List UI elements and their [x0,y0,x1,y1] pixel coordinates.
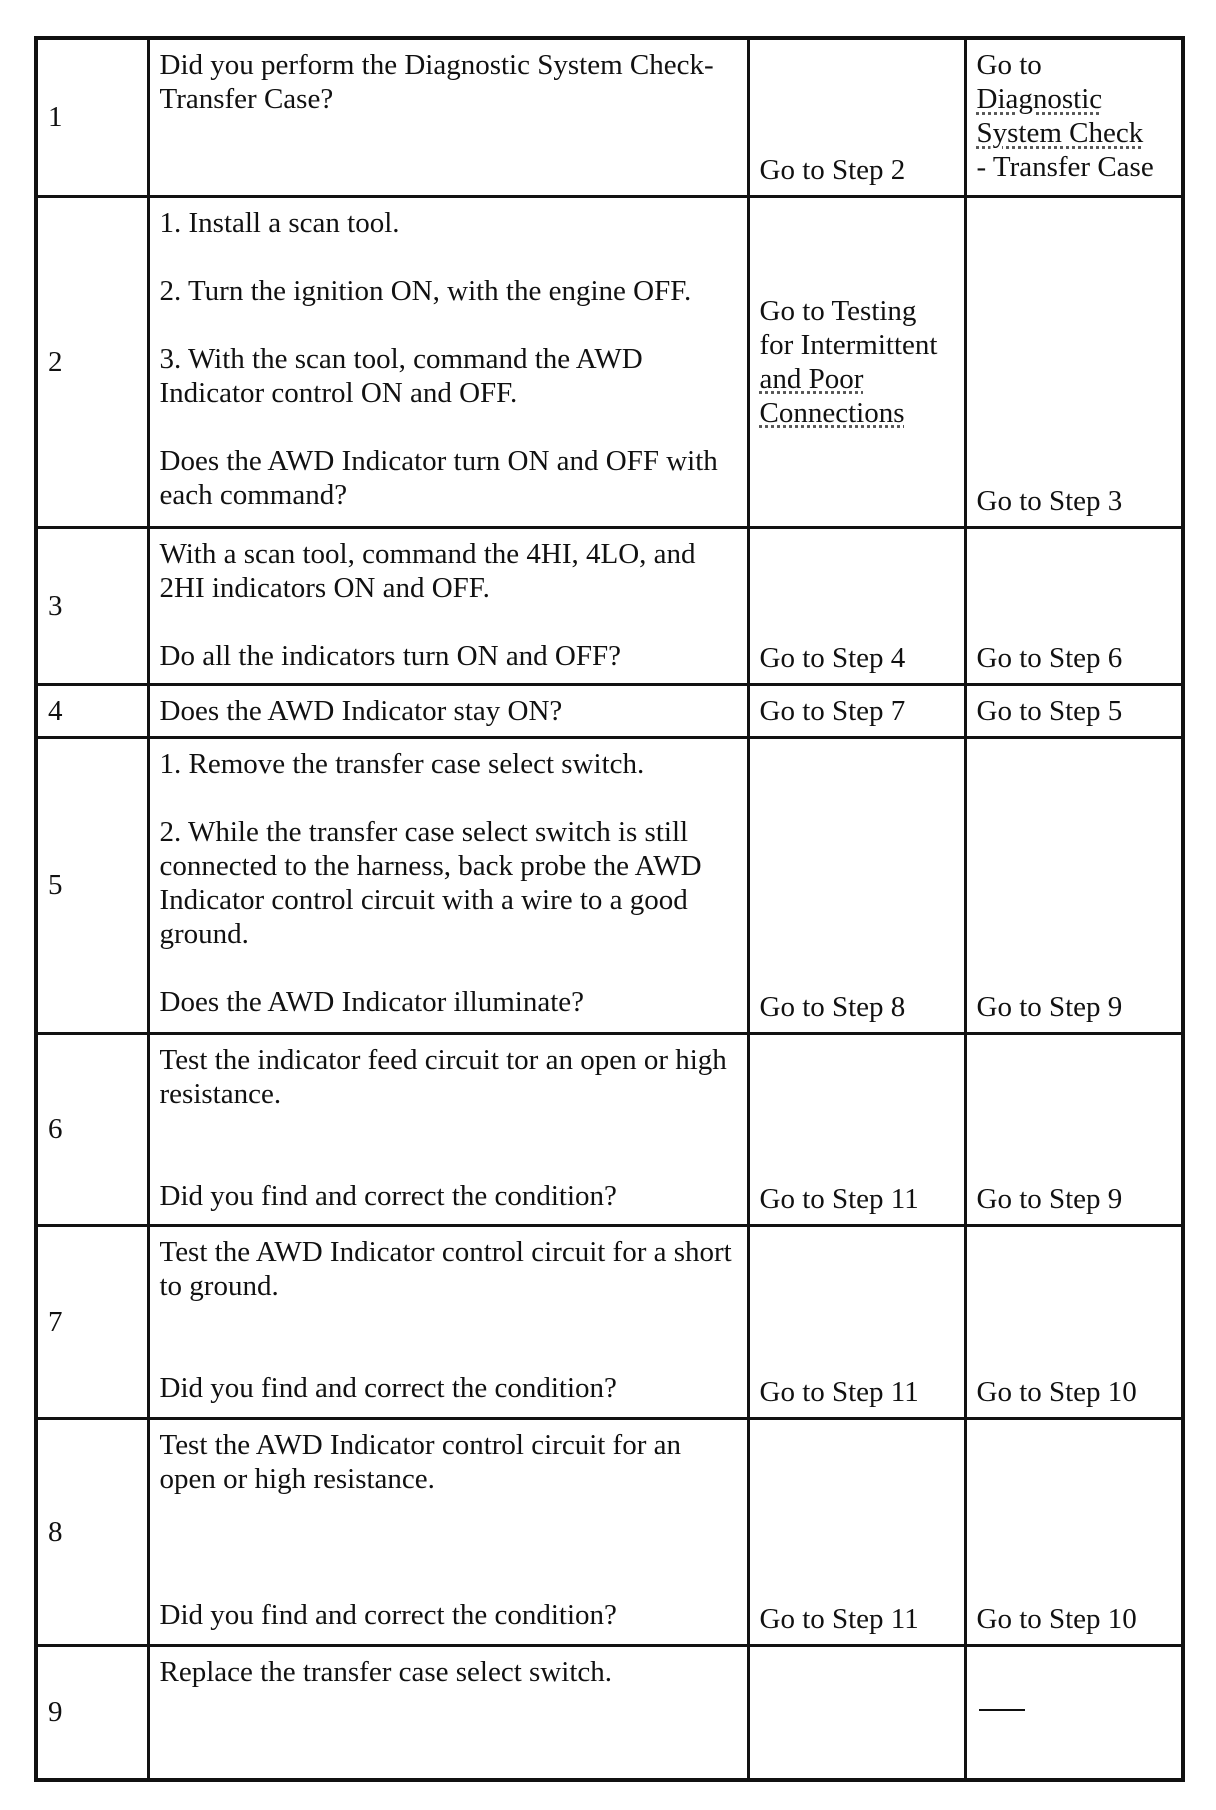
step-question: Did you perform the Diagnostic System Check-Transfer Case? [148,38,748,196]
table-row-step-2 [36,196,1183,527]
step-number: 5 [36,737,148,1033]
action-line: Replace the transfer case select switch. [159,1655,613,1688]
no-action: Go to Step 10 [965,1418,1183,1645]
step-action [148,1645,748,1780]
action-line: Test the indicator feed circuit tor an open or high resistance. [159,1043,727,1110]
yes-action [748,196,965,527]
action-line: 1. Install a scan tool. [159,206,400,239]
action-line: Test the AWD Indicator control circuit for a short to ground. [159,1235,732,1302]
no-action: Go to Step 9 [965,1033,1183,1225]
step-question: Does the AWD Indicator stay ON? [148,684,748,737]
yes-action: Go to Step 4 [748,527,965,684]
action-line: 3. With the scan tool, command the AWD Indicator control ON and OFF. [159,342,643,409]
yes-action: Go to Step 8 [748,737,965,1033]
no-action: Go to Step 3 [965,196,1183,527]
step-action [148,527,748,684]
step-number: 4 [36,684,148,737]
intermittent-connections-link[interactable]: and Poor [759,362,864,395]
no-action-line: - Transfer Case [976,151,1154,183]
step-question: Did you find and correct the condition? [159,1179,617,1212]
yes-action: Go to Step 7 [748,684,965,737]
no-action [965,1645,1183,1780]
no-action: Go to Step 9 [965,737,1183,1033]
step-question: Did you find and correct the condition? [159,1598,617,1631]
step-action [148,1225,748,1418]
dash-mark [979,1709,1025,1711]
step-number: 9 [36,1645,148,1780]
diagnostic-table [34,36,1185,1782]
step-question: Does the AWD Indicator illuminate? [159,985,584,1018]
diagnostic-system-check-link[interactable]: System Check [976,117,1144,149]
action-line: 2. While the transfer case select switch is still connected to the harness, back probe the AWD Indicator control circuit with a wire to a good ground. [159,815,702,950]
yes-action: Go to Step 11 [748,1225,965,1418]
step-action [148,737,748,1033]
step-number: 1 [36,38,148,196]
step-number: 8 [36,1418,148,1645]
diagnostic-system-check-link[interactable]: Diagnostic [976,83,1103,115]
table-row-step-4 [36,684,1183,737]
step-question: Does the AWD Indicator turn ON and OFF with each command? [159,444,718,511]
step-question: Do all the indicators turn ON and OFF? [159,639,622,672]
step-number: 6 [36,1033,148,1225]
step-number: 2 [36,196,148,527]
table-row-step-3 [36,527,1183,684]
no-action: Go to Step 6 [965,527,1183,684]
yes-action-line: Go to Testing [759,294,917,327]
step-number: 3 [36,527,148,684]
table-row-step-6 [36,1033,1183,1225]
table-row-step-9 [36,1645,1183,1780]
no-action: Go to Step 10 [965,1225,1183,1418]
action-line: 2. Turn the ignition ON, with the engine OFF. [159,274,692,307]
table-row-step-8 [36,1418,1183,1645]
yes-action: Go to Step 11 [748,1418,965,1645]
table-row-step-7 [36,1225,1183,1418]
step-question: Did you find and correct the condition? [159,1371,617,1404]
no-action-line: Go to [976,49,1042,81]
no-action: Go to Step 5 [965,684,1183,737]
yes-action [748,1645,965,1780]
yes-action-line: for Intermittent [759,328,938,361]
step-action [148,1033,748,1225]
yes-action: Go to Step 2 [748,38,965,196]
step-number: 7 [36,1225,148,1418]
action-line: Test the AWD Indicator control circuit for an open or high resistance. [159,1428,681,1495]
step-action [148,196,748,527]
yes-action: Go to Step 11 [748,1033,965,1225]
table-row-step-5 [36,737,1183,1033]
action-line: 1. Remove the transfer case select switch. [159,747,645,780]
action-line: With a scan tool, command the 4HI, 4LO, and 2HI indicators ON and OFF. [159,537,696,604]
table-row-step-1 [36,38,1183,196]
no-action [965,38,1183,196]
intermittent-connections-link[interactable]: Connections [759,396,905,429]
step-action [148,1418,748,1645]
